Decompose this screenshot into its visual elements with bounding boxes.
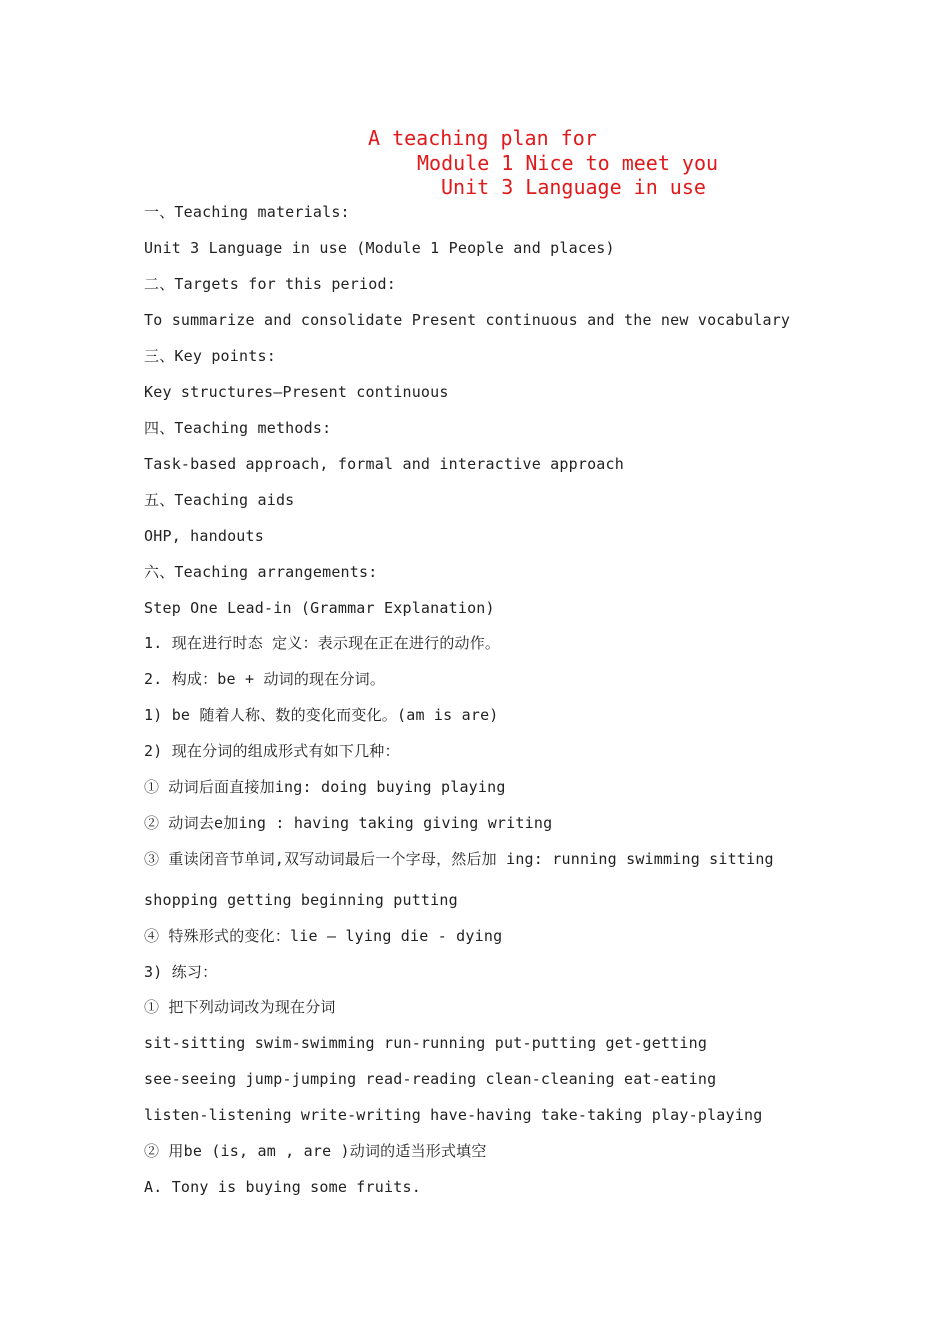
body-line: To summarize and consolidate Present continuous and the new vocabulary xyxy=(144,311,791,329)
section-heading-methods: 四、Teaching methods: xyxy=(144,419,332,437)
body-line: shopping getting beginning putting xyxy=(144,891,458,909)
body-line: 1) be 随着人称、数的变化而变化。(am is are) xyxy=(144,706,499,724)
body-line: ② 动词去e加ing : having taking giving writing xyxy=(144,814,553,832)
body-line: Unit 3 Language in use (Module 1 People and places) xyxy=(144,239,615,257)
body-line: Step One Lead-in (Grammar Explanation) xyxy=(144,599,495,617)
section-heading-targets: 二、Targets for this period: xyxy=(144,275,396,293)
section-heading-arrangements: 六、Teaching arrangements: xyxy=(144,563,378,581)
body-line: ① 动词后面直接加ing: doing buying playing xyxy=(144,778,506,796)
body-line: 3) 练习： xyxy=(144,963,218,981)
title-line-3: Unit 3 Language in use xyxy=(441,175,706,199)
body-line: ③ 重读闭音节单词,双写动词最后一个字母，然后加 ing: running swimming sitting xyxy=(144,850,774,868)
body-line: OHP, handouts xyxy=(144,527,264,545)
section-heading-key-points: 三、Key points: xyxy=(144,347,276,365)
body-line: see-seeing jump-jumping read-reading clean-cleaning eat-eating xyxy=(144,1070,717,1088)
body-line: 2. 构成：be + 动词的现在分词。 xyxy=(144,670,386,688)
body-line: Task-based approach, formal and interactive approach xyxy=(144,455,624,473)
title-line-2: Module 1 Nice to meet you xyxy=(417,151,719,175)
body-line: ④ 特殊形式的变化：lie — lying die - dying xyxy=(144,927,503,945)
body-line: sit-sitting swim-swimming run-running put-putting get-getting xyxy=(144,1034,708,1052)
section-heading-aids: 五、Teaching aids xyxy=(144,491,295,509)
body-line: listen-listening write-writing have-having take-taking play-playing xyxy=(144,1106,763,1124)
title-line-1: A teaching plan for xyxy=(368,126,597,150)
body-line: ① 把下列动词改为现在分词 xyxy=(144,998,336,1016)
section-heading-materials: 一、Teaching materials: xyxy=(144,203,350,221)
body-line: 1. 现在进行时态 定义：表示现在正在进行的动作。 xyxy=(144,634,501,652)
body-line: ② 用be (is, am , are )动词的适当形式填空 xyxy=(144,1142,487,1160)
body-line: A. Tony is buying some fruits. xyxy=(144,1178,421,1196)
body-line: 2) 现在分词的组成形式有如下几种： xyxy=(144,742,400,760)
body-line: Key structures—Present continuous xyxy=(144,383,449,401)
